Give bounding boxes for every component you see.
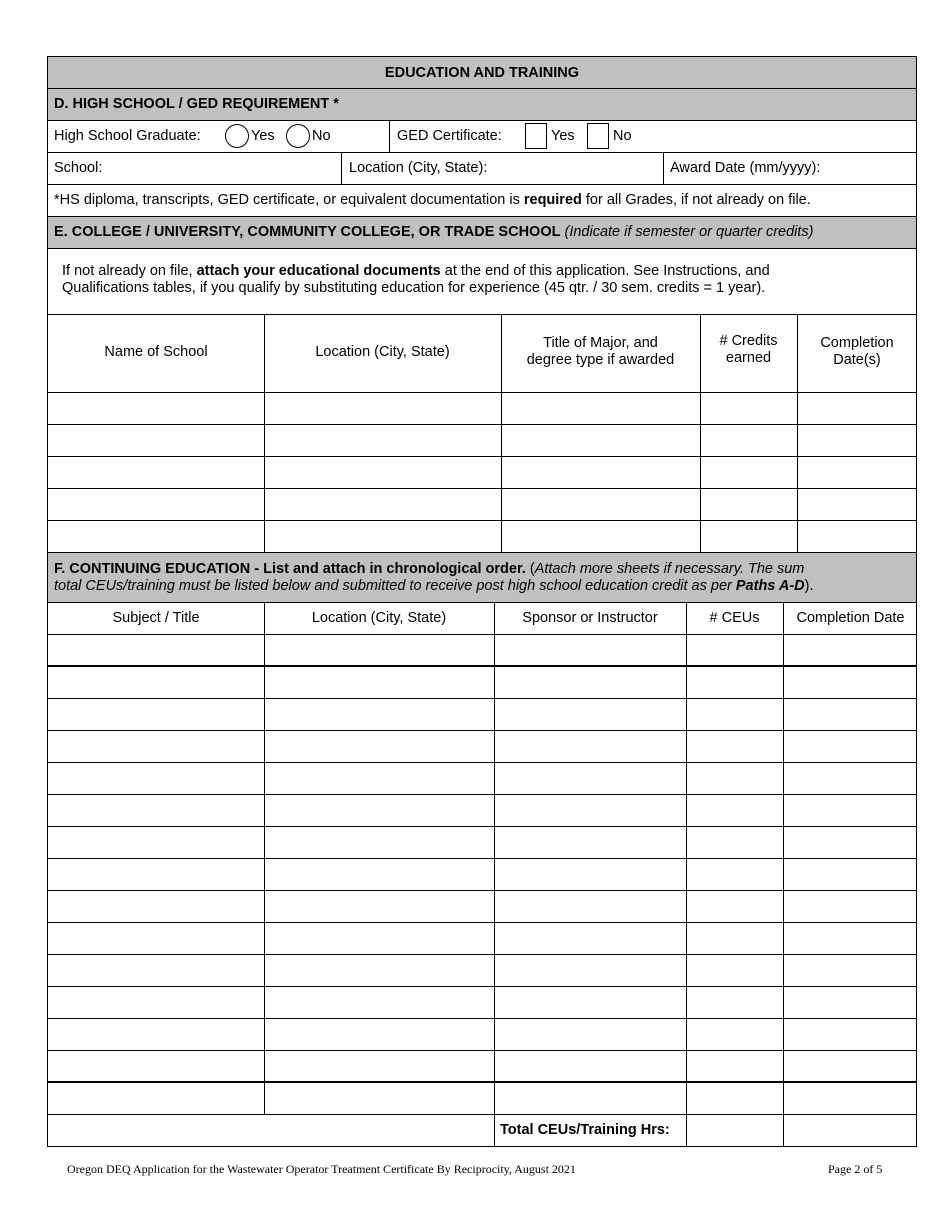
table-cell[interactable]	[265, 393, 501, 424]
section-f-heading	[54, 561, 813, 595]
footer-text: Oregon DEQ Application for the Wastewater Operator Treatment Certificate By Reciprocity, August 2021	[67, 1162, 576, 1176]
divider	[494, 1115, 495, 1146]
table-cell[interactable]	[265, 827, 494, 858]
section-d-heading-row	[47, 89, 917, 121]
ged-label: GED Certificate:	[397, 128, 502, 144]
table-cell[interactable]	[495, 795, 686, 826]
school-row	[47, 153, 917, 185]
table-cell[interactable]	[701, 489, 797, 520]
table-cell[interactable]	[687, 795, 783, 826]
table-row	[47, 859, 917, 891]
table-row	[47, 489, 917, 521]
section-title: EDUCATION AND TRAINING	[384, 65, 580, 81]
section-e-intro	[62, 263, 770, 297]
col-completion-line2: Date(s)	[833, 352, 881, 368]
table-cell[interactable]	[265, 635, 494, 665]
col-ceu-location: Location (City, State)	[311, 610, 447, 626]
total-ceus-label: Total CEUs/Training Hrs:	[500, 1122, 670, 1138]
table-cell[interactable]	[265, 891, 494, 922]
table-cell[interactable]	[784, 859, 916, 890]
ceu-rows	[47, 635, 917, 1115]
hs-yes-label: Yes	[251, 128, 275, 144]
table-row	[47, 635, 917, 667]
section-f-italic-2: total CEUs/training must be listed below and submitted to receive post high school education credit as per	[54, 578, 736, 594]
table-cell[interactable]	[495, 635, 686, 665]
intro-pre: If not already on file,	[62, 263, 197, 279]
ged-yes-checkbox[interactable]	[525, 123, 547, 149]
section-title-row	[47, 56, 917, 89]
col-college-location: Location (City, State)	[315, 344, 450, 360]
hs-note-row	[47, 185, 917, 217]
table-cell[interactable]	[687, 1019, 783, 1050]
table-cell[interactable]	[265, 859, 494, 890]
col-completion-dates	[797, 335, 917, 369]
table-cell[interactable]	[784, 667, 916, 698]
table-cell[interactable]	[49, 667, 264, 698]
table-cell[interactable]	[49, 425, 264, 456]
table-cell[interactable]	[701, 457, 797, 488]
total-row	[47, 1115, 917, 1147]
education-training-form	[47, 56, 917, 1147]
section-f-heading-bold: F. CONTINUING EDUCATION - List and attach in chronological order.	[54, 561, 526, 577]
table-cell[interactable]	[49, 923, 264, 954]
table-cell[interactable]	[49, 699, 264, 730]
table-cell[interactable]	[687, 955, 783, 986]
award-date-label: Award Date (mm/yyyy):	[670, 160, 821, 176]
section-d-heading: D. HIGH SCHOOL / GED REQUIREMENT *	[54, 96, 339, 112]
table-cell[interactable]	[687, 859, 783, 890]
table-cell[interactable]	[265, 1019, 494, 1050]
col-major	[501, 335, 700, 369]
table-cell[interactable]	[49, 457, 264, 488]
table-cell[interactable]	[701, 393, 797, 424]
col-sponsor: Sponsor or Instructor	[522, 610, 658, 626]
table-cell[interactable]	[502, 457, 700, 488]
intro-line1-post: at the end of this application. See Instructions, and	[440, 263, 770, 279]
table-cell[interactable]	[687, 667, 783, 698]
col-ceu-completion: Completion Date	[796, 610, 905, 626]
table-cell[interactable]	[687, 763, 783, 794]
table-cell[interactable]	[265, 1051, 494, 1081]
table-cell[interactable]	[798, 489, 916, 520]
divider	[341, 153, 342, 184]
table-cell[interactable]	[701, 521, 797, 552]
table-row	[47, 393, 917, 425]
col-ceus: # CEUs	[709, 610, 760, 626]
table-cell[interactable]	[798, 393, 916, 424]
hs-graduate-label: High School Graduate:	[54, 128, 201, 144]
table-cell[interactable]	[687, 1083, 783, 1114]
table-cell[interactable]	[784, 987, 916, 1018]
table-cell[interactable]	[784, 763, 916, 794]
table-cell[interactable]	[49, 891, 264, 922]
table-row	[47, 457, 917, 489]
table-row	[47, 827, 917, 859]
table-cell[interactable]	[49, 731, 264, 762]
table-cell[interactable]	[784, 1019, 916, 1050]
col-completion-line1: Completion	[820, 335, 894, 351]
col-credits	[700, 333, 797, 367]
hs-note-pre: *HS diploma, transcripts, GED certificate, or equivalent documentation is	[54, 192, 524, 208]
table-cell[interactable]	[265, 955, 494, 986]
table-cell[interactable]	[265, 1083, 494, 1114]
table-cell[interactable]	[265, 987, 494, 1018]
table-cell[interactable]	[495, 667, 686, 698]
table-cell[interactable]	[502, 425, 700, 456]
table-cell[interactable]	[798, 457, 916, 488]
hs-no-radio[interactable]	[286, 124, 310, 148]
table-row	[47, 521, 917, 553]
table-cell[interactable]	[265, 667, 494, 698]
table-cell[interactable]	[49, 859, 264, 890]
table-cell[interactable]	[495, 827, 686, 858]
col-major-line2: degree type if awarded	[526, 352, 675, 368]
table-cell[interactable]	[502, 521, 700, 552]
table-cell[interactable]	[784, 795, 916, 826]
col-credits-line1: # Credits	[719, 333, 778, 349]
table-cell[interactable]	[687, 699, 783, 730]
table-row	[47, 731, 917, 763]
table-cell[interactable]	[687, 731, 783, 762]
table-cell[interactable]	[784, 1083, 916, 1114]
table-cell[interactable]	[49, 1051, 264, 1081]
table-cell[interactable]	[49, 635, 264, 665]
table-row	[47, 923, 917, 955]
hs-note-post: for all Grades, if not already on file.	[581, 192, 811, 208]
ged-no-label: No	[613, 128, 632, 144]
total-ceus-field[interactable]	[687, 1115, 782, 1146]
hs-note-required: required	[523, 192, 582, 208]
school-location-label: Location (City, State):	[349, 160, 488, 176]
table-cell[interactable]	[49, 795, 264, 826]
table-cell[interactable]	[687, 635, 783, 665]
table-cell[interactable]	[687, 827, 783, 858]
table-cell[interactable]	[265, 457, 501, 488]
ged-yes-label: Yes	[551, 128, 575, 144]
col-subject: Subject / Title	[112, 610, 200, 626]
table-cell[interactable]	[502, 489, 700, 520]
table-cell[interactable]	[495, 1051, 686, 1081]
section-f-italic-1: Attach more sheets if necessary. The sum	[534, 561, 805, 577]
table-cell[interactable]	[687, 1051, 783, 1081]
table-row	[47, 699, 917, 731]
college-rows	[47, 393, 917, 553]
section-f-paren-open: (	[525, 561, 535, 577]
section-f-close: ).	[804, 578, 814, 594]
page-number: Page 2 of 5	[828, 1162, 883, 1176]
table-cell[interactable]	[265, 699, 494, 730]
hs-yes-radio[interactable]	[225, 124, 249, 148]
hs-note	[54, 192, 811, 209]
table-cell[interactable]	[495, 1019, 686, 1050]
table-cell[interactable]	[495, 955, 686, 986]
table-cell[interactable]	[49, 827, 264, 858]
section-e-heading-italic: (Indicate if semester or quarter credits)	[564, 224, 814, 240]
col-name-of-school: Name of School	[104, 344, 208, 360]
table-cell[interactable]	[265, 923, 494, 954]
college-header-row	[47, 315, 917, 393]
intro-line2: Qualifications tables, if you qualify by substituting education for experience (45 qtr. / 30 sem. credits = 1 year).	[62, 280, 766, 296]
table-row	[47, 1051, 917, 1083]
table-cell[interactable]	[495, 731, 686, 762]
col-major-line1: Title of Major, and	[543, 335, 658, 351]
table-cell[interactable]	[784, 923, 916, 954]
table-cell[interactable]	[265, 425, 501, 456]
table-cell[interactable]	[502, 393, 700, 424]
table-cell[interactable]	[495, 763, 686, 794]
hs-ged-row	[47, 121, 917, 153]
table-cell[interactable]	[687, 923, 783, 954]
table-cell[interactable]	[784, 827, 916, 858]
table-cell[interactable]	[49, 763, 264, 794]
table-cell[interactable]	[265, 521, 501, 552]
table-cell[interactable]	[687, 987, 783, 1018]
table-cell[interactable]	[495, 1083, 686, 1114]
table-row	[47, 1083, 917, 1115]
table-cell[interactable]	[49, 1019, 264, 1050]
table-cell[interactable]	[495, 859, 686, 890]
section-e-heading-row	[47, 217, 917, 249]
table-cell[interactable]	[49, 489, 264, 520]
table-cell[interactable]	[265, 489, 501, 520]
table-row	[47, 955, 917, 987]
divider	[663, 153, 664, 184]
table-cell[interactable]	[784, 955, 916, 986]
table-row	[47, 425, 917, 457]
table-cell[interactable]	[49, 987, 264, 1018]
table-cell[interactable]	[49, 521, 264, 552]
section-e-heading	[54, 224, 814, 241]
table-row	[47, 891, 917, 923]
total-completion-field[interactable]	[784, 1115, 917, 1146]
table-cell[interactable]	[701, 425, 797, 456]
table-cell[interactable]	[49, 1083, 264, 1114]
hs-no-label: No	[312, 128, 331, 144]
table-cell[interactable]	[49, 955, 264, 986]
table-row	[47, 1019, 917, 1051]
intro-bold: attach your educational documents	[196, 263, 441, 279]
table-cell[interactable]	[784, 891, 916, 922]
ged-no-checkbox[interactable]	[587, 123, 609, 149]
table-cell[interactable]	[784, 635, 916, 665]
table-row	[47, 763, 917, 795]
table-cell[interactable]	[495, 923, 686, 954]
table-cell[interactable]	[49, 393, 264, 424]
section-e-intro-row	[47, 249, 917, 315]
col-credits-line2: earned	[725, 350, 772, 366]
section-f-paths: Paths A-D	[735, 578, 805, 594]
table-cell[interactable]	[784, 699, 916, 730]
table-cell[interactable]	[265, 763, 494, 794]
ceu-header-row	[47, 603, 917, 635]
table-cell[interactable]	[798, 425, 916, 456]
table-row	[47, 795, 917, 827]
table-cell[interactable]	[495, 987, 686, 1018]
table-row	[47, 667, 917, 699]
table-row	[47, 987, 917, 1019]
table-cell[interactable]	[687, 891, 783, 922]
table-cell[interactable]	[265, 795, 494, 826]
table-cell[interactable]	[265, 731, 494, 762]
table-cell[interactable]	[495, 891, 686, 922]
table-cell[interactable]	[798, 521, 916, 552]
school-label: School:	[54, 160, 103, 176]
table-cell[interactable]	[495, 699, 686, 730]
table-cell[interactable]	[784, 731, 916, 762]
section-e-heading-bold: E. COLLEGE / UNIVERSITY, COMMUNITY COLLEGE, OR TRADE SCHOOL	[54, 224, 561, 240]
table-cell[interactable]	[784, 1051, 916, 1081]
section-f-heading-row	[47, 553, 917, 603]
divider	[389, 121, 390, 152]
